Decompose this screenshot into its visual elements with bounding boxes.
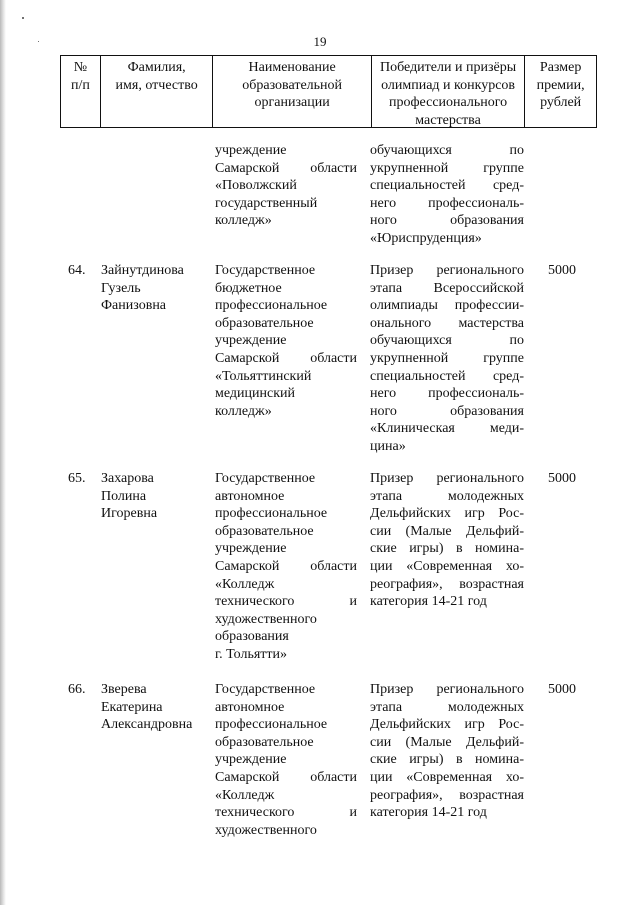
word: и — [349, 805, 357, 821]
word: него — [370, 195, 397, 211]
word: профессии- — [454, 298, 524, 314]
participant-name-line: Александровна — [101, 717, 193, 733]
word: группе — [483, 160, 524, 176]
header-winners: Победители и призёры олимпиад и конкурсов профессионального мастерства — [372, 56, 525, 127]
org-line: образовательное — [215, 734, 314, 750]
winner-line — [370, 195, 524, 213]
word: Всероссийской — [433, 280, 524, 296]
winner-line — [370, 540, 524, 558]
scan-edge-shadow — [0, 0, 6, 905]
word: Самарской — [215, 351, 280, 366]
word: образования — [450, 403, 524, 419]
winner-line — [370, 262, 524, 280]
word: Рос- — [498, 506, 524, 522]
word: Призер — [370, 682, 414, 697]
word: ции — [370, 559, 393, 574]
prize-amount: 5000 — [548, 682, 576, 697]
org-line — [215, 160, 357, 178]
org-line — [215, 593, 357, 611]
page-number: 19 — [313, 34, 327, 49]
header-prize: Размер премии, рублей — [536, 60, 585, 111]
word: «Современная — [406, 770, 493, 785]
winner-line — [370, 280, 524, 298]
participant-name-line: Зверева — [101, 682, 147, 697]
word: и — [349, 594, 357, 610]
org-line: автономное — [215, 488, 285, 504]
scan-speck — [22, 17, 24, 19]
word: олимпиады — [370, 298, 438, 314]
word: Дельфий- — [465, 523, 524, 539]
participant-name-line: Захарова — [101, 471, 154, 486]
word: номина- — [475, 541, 524, 557]
word: профессиональ- — [428, 195, 524, 211]
prize-amount: 5000 — [548, 471, 576, 486]
org-line: колледж» — [215, 213, 272, 229]
winner-line — [370, 523, 524, 541]
org-line: образования — [215, 629, 289, 645]
table-header — [60, 55, 597, 128]
org-line: художественного — [215, 611, 317, 627]
winner-line — [370, 699, 524, 717]
word: укрупненной — [370, 351, 449, 366]
word: ного — [370, 213, 397, 229]
winner-line — [370, 160, 524, 178]
org-line: образовательное — [215, 315, 314, 331]
winner-line — [370, 368, 524, 386]
winner-line — [370, 681, 524, 699]
word: сред- — [492, 178, 524, 194]
word: регионального — [436, 682, 524, 697]
participant-name-line: Полина — [101, 488, 147, 504]
word: Дельфийских — [370, 506, 451, 522]
org-line: «Колледж — [215, 787, 275, 803]
word: него — [370, 386, 397, 402]
winner-line — [370, 558, 524, 576]
participant-name-line: Зайнутдинова — [101, 263, 184, 278]
word: технического — [215, 594, 295, 610]
word: по — [509, 143, 524, 158]
org-line: г. Тольятти» — [215, 647, 288, 662]
word: сии — [370, 523, 392, 539]
org-line: государственный — [215, 195, 318, 211]
word: игр — [464, 717, 485, 733]
word: хо- — [505, 770, 524, 785]
org-line: Государственное — [215, 471, 316, 486]
word: в — [455, 752, 463, 768]
header-name: Фамилия, имя, отчество — [101, 56, 214, 127]
org-line: «Поволжский — [215, 178, 297, 194]
winner-line — [370, 385, 524, 403]
org-line: художественного — [215, 822, 317, 838]
word: возрастная — [459, 787, 524, 803]
word: группе — [483, 351, 524, 366]
word: ские — [370, 541, 397, 557]
winner-line — [370, 142, 524, 160]
word: Самарской — [215, 559, 280, 574]
winner-line: «Юриспруденция» — [370, 231, 482, 246]
winner-line — [370, 420, 524, 438]
word: обучающихся — [370, 143, 452, 158]
word: технического — [215, 805, 295, 821]
word: ские — [370, 752, 397, 768]
winner-line — [370, 734, 524, 752]
participant-name-line: Фанизовна — [101, 298, 167, 314]
word: мастерства — [458, 315, 524, 331]
word: в — [455, 541, 463, 557]
winner-line — [370, 751, 524, 769]
word: «Клиническая — [370, 421, 455, 437]
word: «Современная — [406, 559, 493, 574]
word: игры) — [409, 541, 444, 557]
winner-line — [370, 177, 524, 195]
org-line: учреждение — [215, 333, 287, 349]
word: сии — [370, 734, 392, 750]
word: области — [310, 559, 357, 574]
word: Рос- — [498, 717, 524, 733]
org-line: профессиональное — [215, 298, 328, 314]
winner-line — [370, 212, 524, 230]
word: области — [310, 160, 357, 176]
org-line: профессиональное — [215, 506, 328, 522]
prize-amount: 5000 — [548, 263, 576, 278]
header-num: № п/п — [61, 56, 101, 127]
word: укрупненной — [370, 160, 449, 176]
org-line: Государственное — [215, 263, 316, 278]
word: Призер — [370, 263, 414, 278]
winner-line: категория 14-21 год — [370, 594, 487, 610]
org-line — [215, 769, 357, 787]
word: номина- — [475, 752, 524, 768]
winner-line — [370, 315, 524, 333]
word: онального — [370, 315, 432, 331]
word: регионального — [436, 471, 524, 486]
header-organization: Наименование образовательной организации — [213, 56, 371, 127]
word: этапа — [370, 280, 403, 296]
word: реография», — [370, 576, 443, 592]
org-line: учреждение — [215, 143, 287, 158]
word: молодежных — [447, 699, 524, 715]
word: области — [310, 351, 357, 366]
row-number: 65. — [68, 471, 86, 486]
participant-name-line: Екатерина — [101, 699, 163, 715]
winner-line — [370, 332, 524, 350]
word: молодежных — [447, 488, 524, 504]
word: (Малые — [405, 523, 452, 539]
org-line: бюджетное — [215, 280, 282, 296]
word: меди- — [489, 421, 524, 437]
word: этапа — [370, 699, 403, 715]
org-line: Государственное — [215, 682, 316, 697]
word: регионального — [436, 263, 524, 278]
word: сред- — [492, 368, 524, 384]
word: области — [310, 770, 357, 785]
org-line — [215, 804, 357, 822]
org-line: колледж» — [215, 403, 272, 419]
org-line: медицинский — [215, 386, 295, 402]
winner-line: категория 14-21 год — [370, 805, 487, 821]
winner-line — [370, 576, 524, 594]
word: Дельфийских — [370, 717, 451, 733]
winner-line — [370, 403, 524, 421]
winner-line — [370, 505, 524, 523]
word: ного — [370, 403, 397, 419]
word: игры) — [409, 752, 444, 768]
winner-line — [370, 297, 524, 315]
org-line: образовательное — [215, 523, 314, 539]
org-line: «Колледж — [215, 576, 275, 592]
word: игр — [464, 506, 485, 522]
word: реография», — [370, 787, 443, 803]
winner-line — [370, 470, 524, 488]
word: ции — [370, 770, 393, 785]
org-line — [215, 350, 357, 368]
winner-line: цина» — [370, 439, 406, 454]
word: хо- — [505, 559, 524, 574]
org-line: профессиональное — [215, 717, 328, 733]
participant-name-line: Игоревна — [101, 506, 158, 522]
word: Дельфий- — [465, 734, 524, 750]
word: профессиональ- — [428, 386, 524, 402]
word: (Малые — [405, 734, 452, 750]
word: образования — [450, 213, 524, 229]
org-line: учреждение — [215, 752, 287, 768]
word: этапа — [370, 488, 403, 504]
row-number: 64. — [68, 263, 86, 278]
word: Самарской — [215, 770, 280, 785]
row-number: 66. — [68, 682, 86, 697]
org-line: «Тольяттинский — [215, 368, 312, 384]
word: Призер — [370, 471, 414, 486]
winner-line — [370, 769, 524, 787]
winner-line — [370, 488, 524, 506]
org-line: учреждение — [215, 541, 287, 557]
org-line: автономное — [215, 699, 285, 715]
participant-name-line: Гузель — [101, 280, 141, 296]
org-line — [215, 558, 357, 576]
winner-line — [370, 716, 524, 734]
word: Самарской — [215, 160, 280, 176]
word: обучающихся — [370, 333, 452, 349]
winner-line — [370, 787, 524, 805]
word: по — [509, 333, 524, 349]
word: возрастная — [459, 576, 524, 592]
word: специальностей — [370, 368, 466, 384]
word: специальностей — [370, 178, 466, 194]
winner-line — [370, 350, 524, 368]
